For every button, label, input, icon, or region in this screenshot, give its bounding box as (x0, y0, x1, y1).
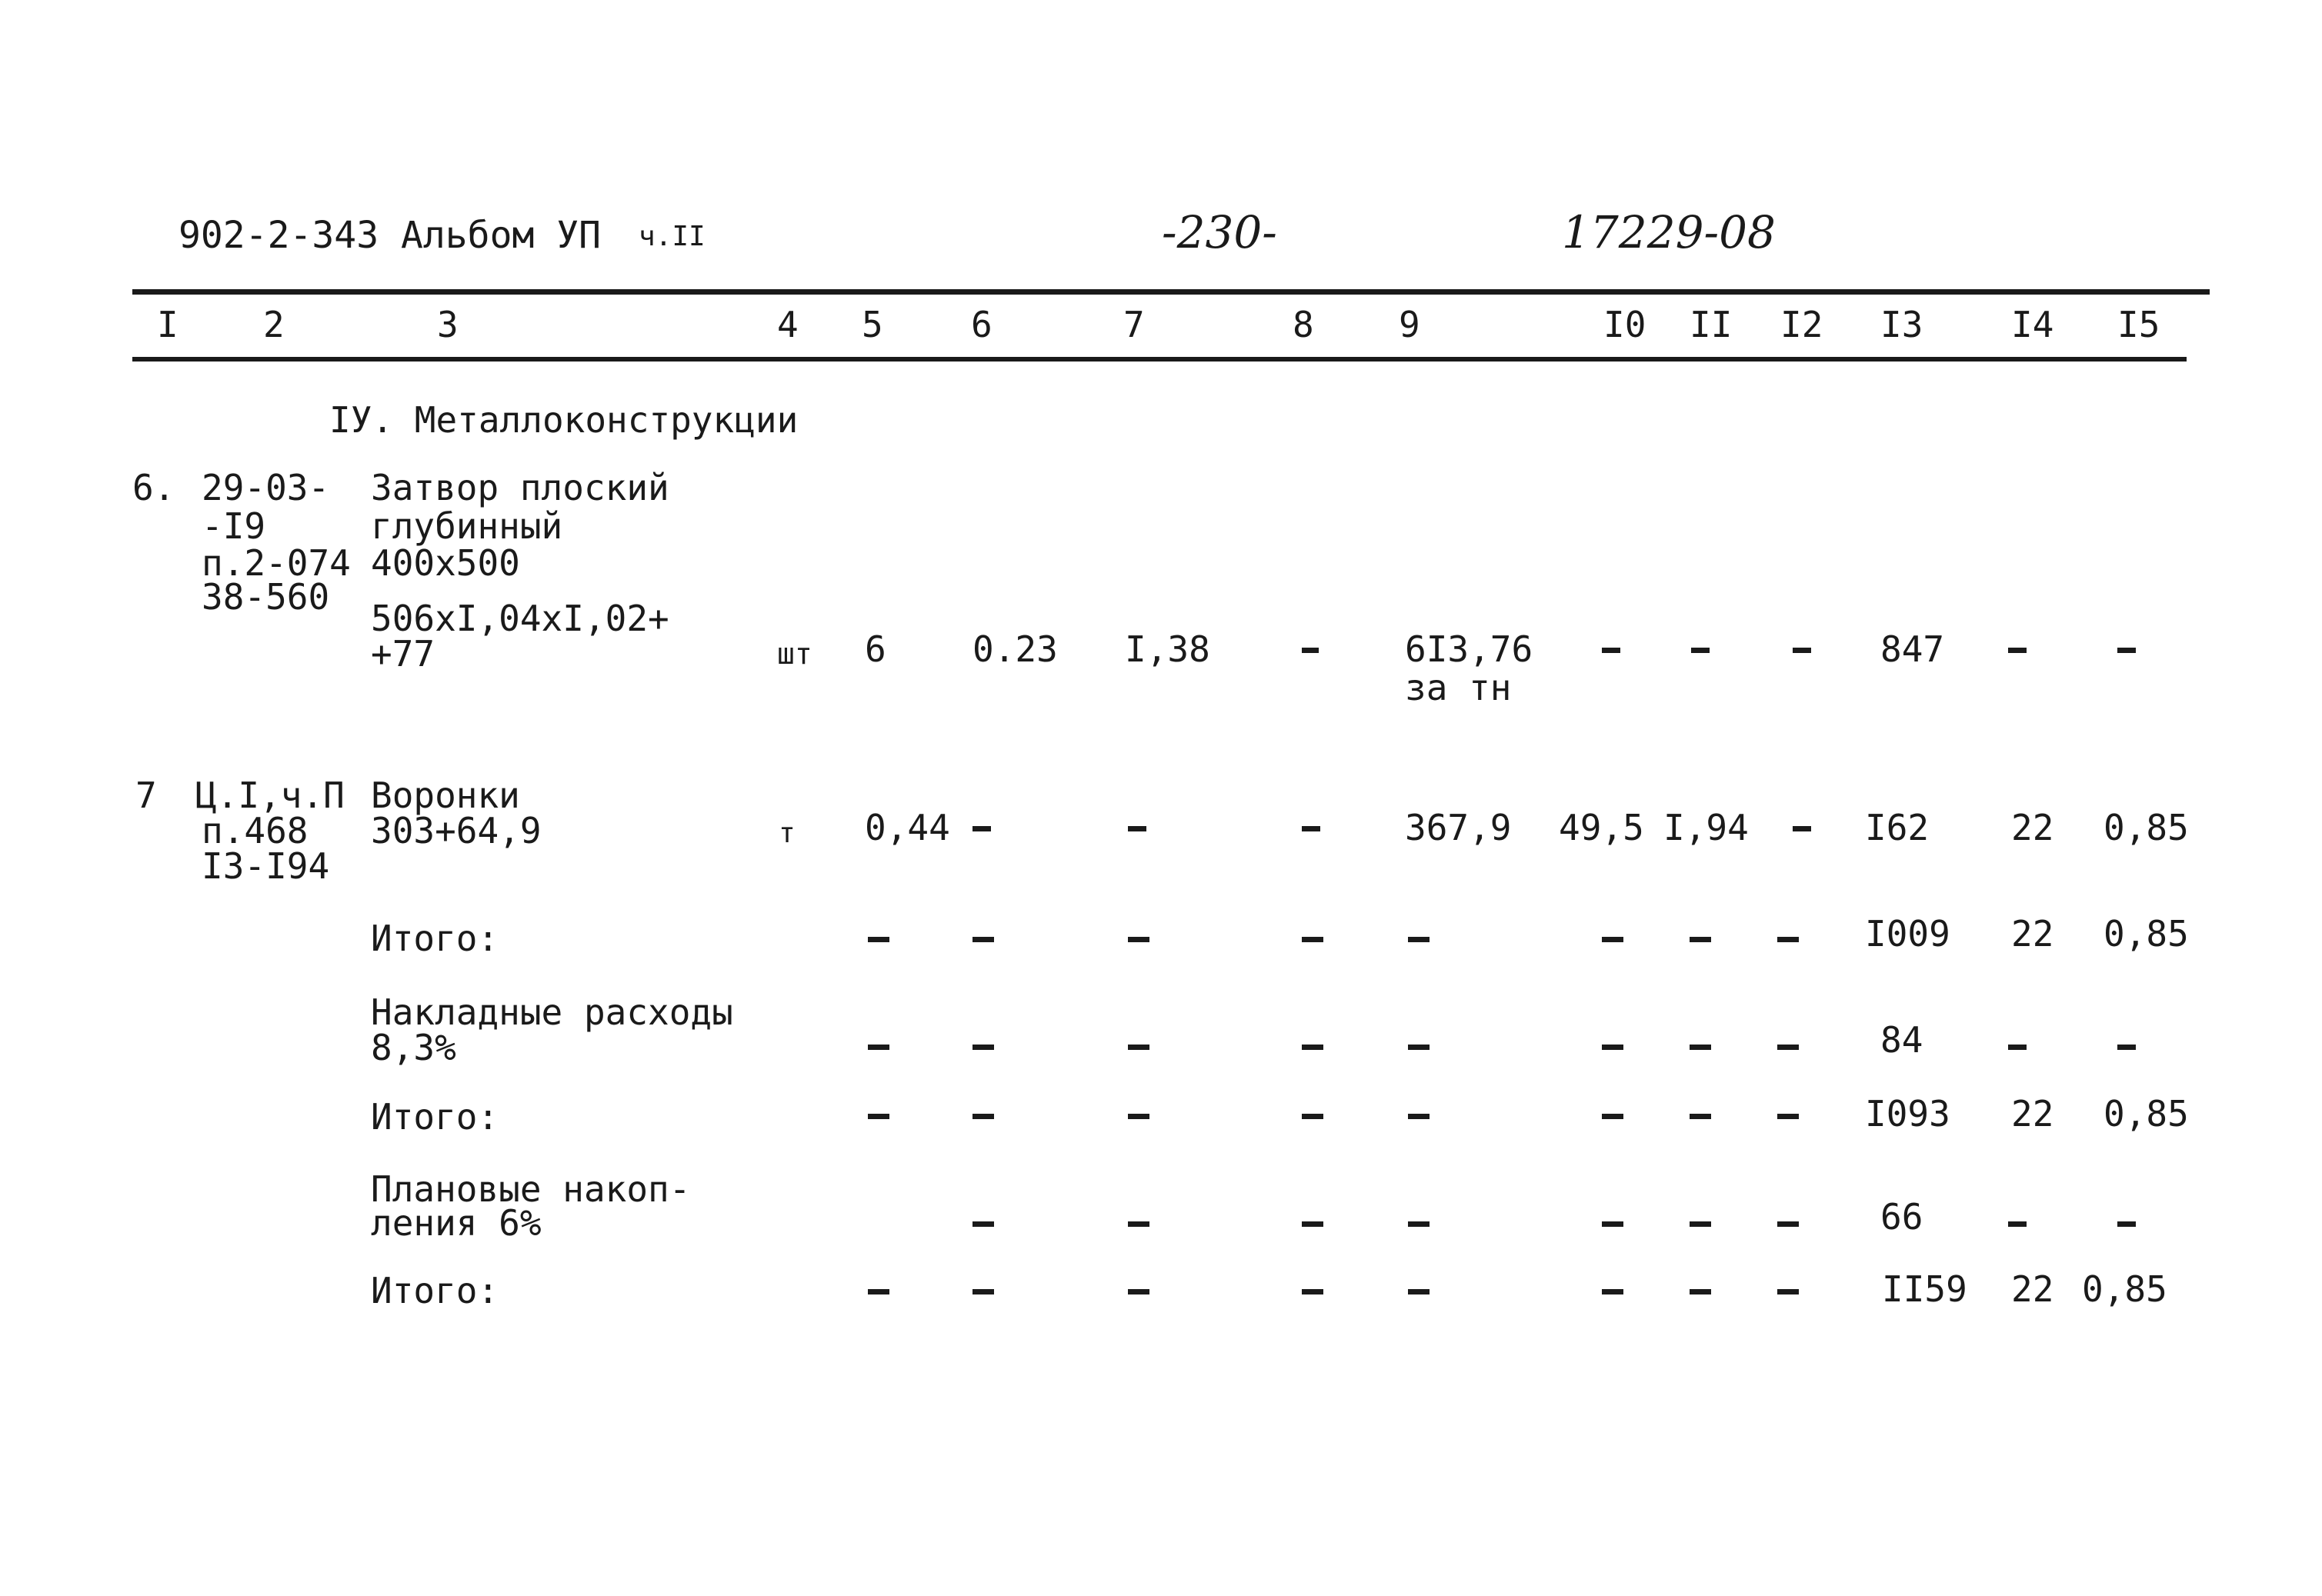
dash-mark (973, 1045, 994, 1050)
dash-mark (1408, 1221, 1430, 1227)
col-header: 6 (971, 304, 993, 345)
total-label: Итого: (371, 1096, 499, 1138)
col-header: I2 (1780, 304, 1823, 345)
total-label: 8,3% (371, 1027, 456, 1068)
total-value: 22 (2011, 1268, 2054, 1310)
total-label: Итого: (371, 918, 499, 959)
total-value: 0,85 (2103, 1093, 2189, 1135)
dash-mark (1690, 1045, 1711, 1050)
dash-mark (1777, 1045, 1799, 1050)
dash-mark (1128, 1289, 1149, 1294)
row-name: Затвор плоский (371, 467, 669, 508)
col-header: 3 (437, 304, 459, 345)
total-label: Плановые накоп- (371, 1168, 691, 1210)
dash-mark (1602, 1289, 1623, 1294)
row-value: I,38 (1125, 628, 1210, 670)
row-name: Воронки (371, 775, 520, 816)
row-code: 29-03- (202, 467, 330, 508)
row-name: глубинный (371, 505, 563, 547)
total-label: Итого: (371, 1270, 499, 1311)
dash-mark (1302, 1221, 1323, 1227)
col-header: I4 (2011, 304, 2054, 345)
dash-mark (973, 1114, 994, 1119)
header-top-rule (132, 289, 2210, 295)
row-value: 22 (2011, 807, 2054, 848)
row-value: 6I3,76 (1405, 628, 1533, 670)
dash-mark (1128, 1114, 1149, 1119)
dash-mark (1602, 937, 1623, 942)
row-value: I62 (1865, 807, 1930, 848)
dash-mark (1128, 1221, 1149, 1227)
total-value: 0,85 (2082, 1268, 2167, 1310)
row-value: 49,5 (1559, 807, 1644, 848)
dash-mark (1793, 826, 1811, 831)
col-header: I3 (1880, 304, 1923, 345)
dash-mark (1408, 1045, 1430, 1050)
dash-mark (1408, 937, 1430, 942)
col-header: 7 (1123, 304, 1145, 345)
dash-mark (973, 1221, 994, 1227)
dash-mark (1777, 1221, 1799, 1227)
col-header: 2 (263, 304, 285, 345)
total-value: 22 (2011, 913, 2054, 955)
row-value: 6 (865, 628, 886, 670)
col-header: II (1690, 304, 1733, 345)
row-number: 7 (135, 775, 157, 816)
document-part: ч.II (639, 221, 706, 252)
total-value: 22 (2011, 1093, 2054, 1135)
dash-mark (1302, 1114, 1323, 1119)
dash-mark (973, 1289, 994, 1294)
total-value: II59 (1882, 1268, 1967, 1310)
row-name: 303+64,9 (371, 810, 542, 851)
total-value: 66 (1880, 1196, 1923, 1238)
dash-mark (2117, 1045, 2136, 1050)
col-header: 4 (777, 304, 799, 345)
dash-mark (1690, 1114, 1711, 1119)
row-code: п.468 (202, 810, 309, 851)
dash-mark (973, 826, 991, 831)
dash-mark (1408, 1114, 1430, 1119)
header-bottom-rule (132, 357, 2187, 362)
row-value: 847 (1880, 628, 1945, 670)
row-value: 367,9 (1405, 807, 1512, 848)
row-name: 400x500 (371, 542, 520, 584)
row-code: Ц.I,ч.П (195, 775, 345, 816)
row-unit: т (779, 818, 796, 849)
dash-mark (868, 1289, 889, 1294)
total-label: Накладные расходы (371, 991, 733, 1033)
col-header: 9 (1399, 304, 1420, 345)
dash-mark (868, 1045, 889, 1050)
dash-mark (1690, 1221, 1711, 1227)
dash-mark (1128, 826, 1146, 831)
document-code: 902-2-343 Альбом УП (178, 214, 602, 257)
page-number: -230- (1162, 206, 1277, 258)
col-header: I5 (2117, 304, 2160, 345)
dash-mark (1302, 937, 1323, 942)
col-header: 5 (862, 304, 883, 345)
col-header: I (157, 304, 178, 345)
dash-mark (1128, 1045, 1149, 1050)
dash-mark (1691, 648, 1710, 653)
dash-mark (2117, 648, 2136, 653)
dash-mark (1128, 937, 1149, 942)
row-number: 6. (132, 467, 175, 508)
dash-mark (868, 937, 889, 942)
dash-mark (868, 1114, 889, 1119)
dash-mark (2008, 1045, 2027, 1050)
dash-mark (1602, 1045, 1623, 1050)
total-value: I009 (1865, 913, 1950, 955)
dash-mark (1777, 937, 1799, 942)
row-code: I3-I94 (202, 845, 330, 887)
dash-mark (2008, 648, 2027, 653)
col-header: 8 (1293, 304, 1314, 345)
dash-mark (1793, 648, 1811, 653)
total-value: 84 (1880, 1019, 1923, 1061)
row-code: п.2-074 (202, 542, 351, 584)
row-value: 0.23 (973, 628, 1058, 670)
col-header: I0 (1603, 304, 1646, 345)
dash-mark (973, 937, 994, 942)
row-calc: 506xI,04xI,02+ (371, 598, 669, 639)
dash-mark (1302, 826, 1320, 831)
document-number: 17229-08 (1562, 206, 1776, 258)
row-value: I,94 (1663, 807, 1749, 848)
row-value: 0,85 (2103, 807, 2189, 848)
dash-mark (2008, 1221, 2027, 1227)
row-note: за тн (1405, 667, 1512, 708)
row-unit: шт (777, 637, 812, 671)
total-label: ления 6% (371, 1202, 542, 1244)
dash-mark (1777, 1114, 1799, 1119)
total-value: I093 (1865, 1093, 1950, 1135)
dash-mark (1777, 1289, 1799, 1294)
row-calc: +77 (371, 633, 435, 675)
dash-mark (1602, 1114, 1623, 1119)
dash-mark (1302, 1045, 1323, 1050)
dash-mark (2117, 1221, 2136, 1227)
dash-mark (1302, 648, 1319, 653)
row-value: 0,44 (865, 807, 950, 848)
dash-mark (1602, 648, 1620, 653)
dash-mark (1690, 937, 1711, 942)
row-code: -I9 (202, 505, 266, 547)
section-title: IУ. Металлоконструкции (329, 399, 799, 441)
dash-mark (1408, 1289, 1430, 1294)
dash-mark (1302, 1289, 1323, 1294)
dash-mark (1690, 1289, 1711, 1294)
total-value: 0,85 (2103, 913, 2189, 955)
row-code: 38-560 (202, 576, 330, 618)
dash-mark (1602, 1221, 1623, 1227)
